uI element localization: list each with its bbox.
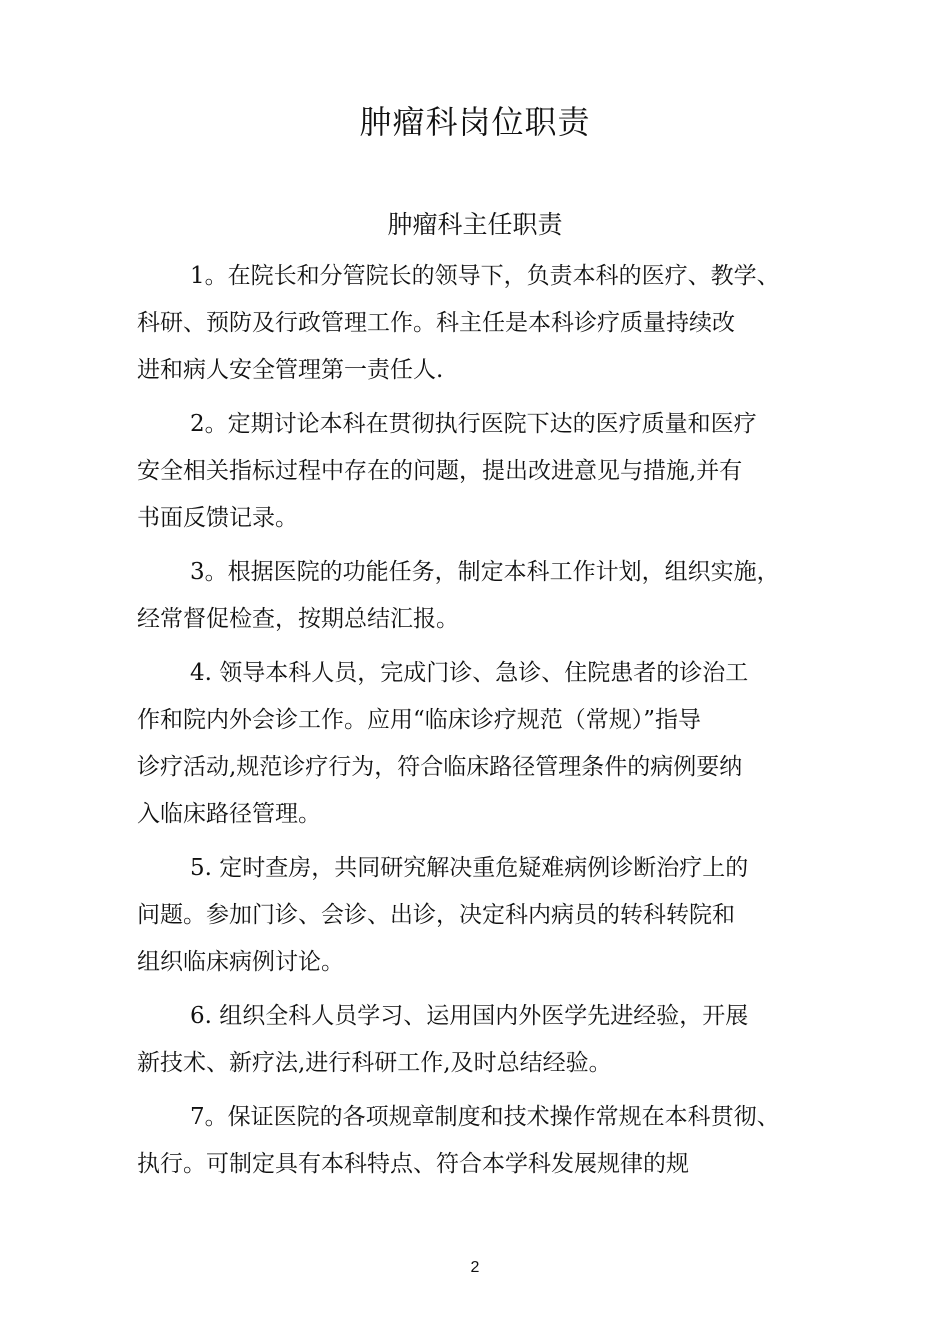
paragraph-line: 诊疗活动,规范诊疗行为，符合临床路径管理条件的病例要纳 <box>137 754 743 780</box>
paragraph-line: 组织临床病例讨论。 <box>137 949 344 975</box>
paragraph-line: 6. 组织全科人员学习、运用国内外医学先进经验，开展 <box>190 1003 749 1029</box>
paragraph-3 <box>137 549 837 643</box>
paragraph-6 <box>137 993 837 1087</box>
document-title: 肿瘤科岗位职责 <box>359 103 591 141</box>
paragraph-line: 入临床路径管理。 <box>137 801 321 827</box>
paragraph-line: 5. 定时查房，共同研究解决重危疑难病例诊断治疗上的 <box>190 855 749 881</box>
paragraph-line: 安全相关指标过程中存在的问题，提出改进意见与措施,并有 <box>137 458 743 484</box>
paragraph-line: 作和院内外会诊工作。应用“临床诊疗规范（常规）”指导 <box>137 707 702 733</box>
paragraph-line: 进和病人安全管理第一责任人. <box>137 357 444 383</box>
paragraph-line: 执行。可制定具有本科特点、符合本学科发展规律的规 <box>137 1151 689 1177</box>
body-text <box>137 253 837 1195</box>
paragraph-line: 问题。参加门诊、会诊、出诊，决定科内病员的转科转院和 <box>137 902 735 928</box>
paragraph-line: 7。保证医院的各项规章制度和技术操作常规在本科贯彻、 <box>190 1104 780 1130</box>
paragraph-line: 书面反馈记录。 <box>137 505 298 531</box>
paragraph-line: 3。根据医院的功能任务，制定本科工作计划，组织实施， <box>190 559 780 585</box>
paragraph-line: 4. 领导本科人员，完成门诊、急诊、住院患者的诊治工 <box>190 660 749 686</box>
paragraph-line: 新技术、新疗法,进行科研工作,及时总结经验。 <box>137 1050 612 1076</box>
paragraph-4 <box>137 650 837 838</box>
paragraph-7 <box>137 1094 837 1188</box>
paragraph-line: 1。在院长和分管院长的领导下，负责本科的医疗、教学、 <box>190 263 780 289</box>
section-title: 肿瘤科主任职责 <box>387 210 563 239</box>
paragraph-5 <box>137 845 837 986</box>
page-number: 2 <box>470 1259 480 1276</box>
paragraph-1 <box>137 253 837 394</box>
paragraph-line: 2。定期讨论本科在贯彻执行医院下达的医疗质量和医疗 <box>190 411 757 437</box>
paragraph-line: 科研、预防及行政管理工作。科主任是本科诊疗质量持续改 <box>137 310 735 336</box>
paragraph-line: 经常督促检查，按期总结汇报。 <box>137 606 459 632</box>
paragraph-2 <box>137 401 837 542</box>
